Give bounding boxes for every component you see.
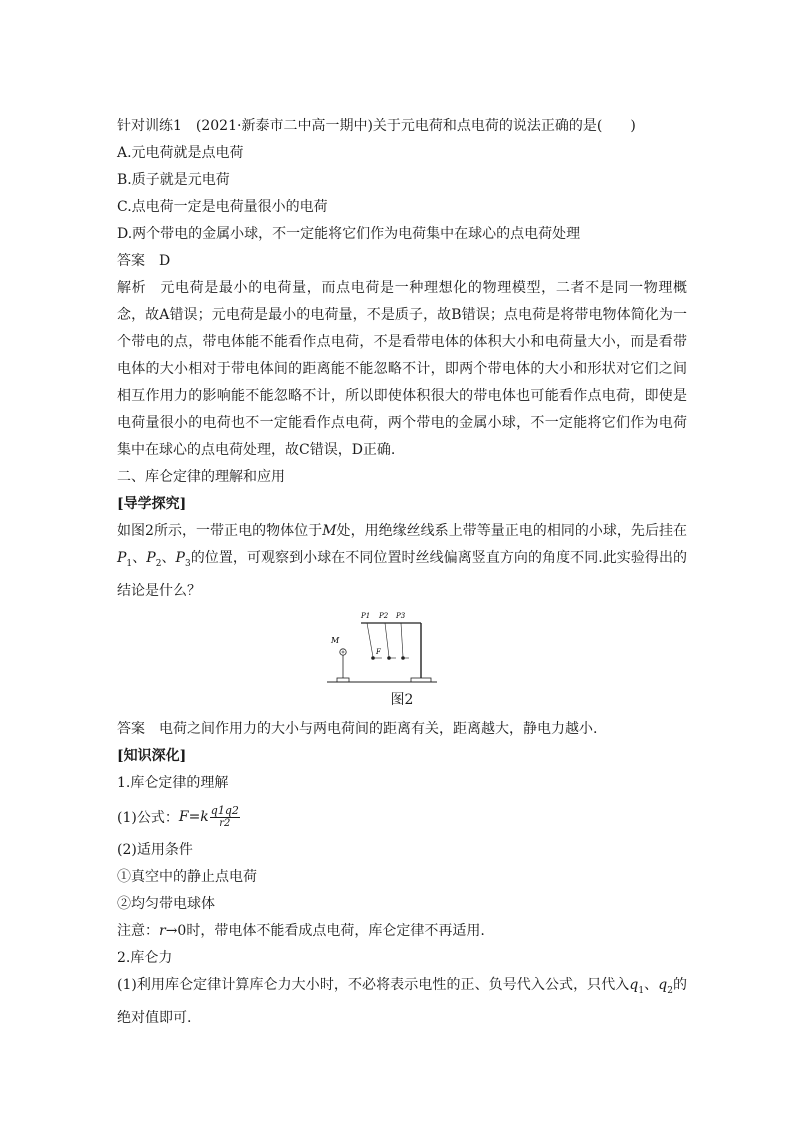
explore-var-p: P xyxy=(117,550,127,566)
label-f: F xyxy=(376,647,381,656)
condition-2: ②均匀带电球体 xyxy=(117,895,215,912)
explore-text-1: 如图2所示，一带正电的物体位于 xyxy=(117,523,323,539)
explore-sep-2: 、 xyxy=(161,550,176,566)
formula-denominator: r2 xyxy=(219,817,231,829)
option-c: C.点电荷一定是电荷量很小的电荷 xyxy=(117,199,328,215)
formula-equals: = xyxy=(188,808,201,825)
figure-2 xyxy=(117,607,687,689)
conditions-title: (2)适用条件 xyxy=(117,841,193,858)
answer-label: 答案 xyxy=(117,253,145,269)
explore-var-p: P xyxy=(175,550,185,566)
analysis-label: 解析 xyxy=(117,280,147,296)
condition-1: ①真空中的静止点电荷 xyxy=(117,868,257,885)
deepen-tag: [知识深化] xyxy=(117,747,187,764)
formula-f: F xyxy=(178,808,189,825)
analysis-paragraph xyxy=(117,275,687,464)
question-stem: 针对训练1 (2021·新泰市二中高一期中)关于元电荷和点电荷的说法正确的是( ) xyxy=(117,118,636,134)
force-paragraph xyxy=(117,972,687,1032)
answer-value: D xyxy=(159,253,171,269)
subheading-1: 1.库仑定律的理解 xyxy=(117,774,229,791)
explore-answer xyxy=(117,716,687,743)
analysis-text: 元电荷是最小的电荷量，而点电荷是一种理想化的物理模型，二者不是同一物理概念，故A错误；元电荷是最小的电荷量，不是质子，故B错误；点电荷是将带电物体简化为一个带电的点，带电体能不能看作点电荷，不是看带电体的体积大小和电荷量大小，而是看带电体的大小相对于带电体间的距离能不能忽略不计，即两个带电体的大小和形状对它们之间相互作用力的影响能不能忽略不计，所以即使体积很大的带电体也可能看作点电荷，即使是电荷量很小的电荷也不一定能看作点电荷，两个带电的金属小球，不一定能将它们作为电荷集中在球心的点电荷处理，故C错误，D正确. xyxy=(117,280,688,458)
force-sep: 、 xyxy=(644,976,659,993)
note-var-r: r xyxy=(159,922,166,939)
explore-var-m: M xyxy=(322,523,337,539)
formula-prefix: (1)公式： xyxy=(117,809,179,826)
answer-line xyxy=(117,248,687,275)
option-d: D.两个带电的金属小球，不一定能将它们作为电荷集中在球心的点电荷处理 xyxy=(117,226,581,242)
coulomb-formula xyxy=(117,797,687,837)
force-text-1: (1)利用库仑定律计算库仑力大小时，不必将表示电性的正、负号代入公式，只代入 xyxy=(117,976,630,993)
section-heading: 二、库仑定律的理解和应用 xyxy=(117,469,285,485)
explore-sub-2: 2 xyxy=(155,558,162,569)
force-var-q: q xyxy=(629,976,639,993)
option-b: B.质子就是元电荷 xyxy=(117,172,230,188)
force-sub-2: 2 xyxy=(667,985,673,996)
explore-answer-label: 答案 xyxy=(117,720,145,737)
explore-tag: [导学探究] xyxy=(117,496,187,512)
explore-text-3: 的位置，可观察到小球在不同位置时丝线偏离竖直方向的角度不同.此实验得出的结论是什么？ xyxy=(117,550,688,599)
explore-text-2: 处，用绝缘丝线系上带等量正电的相同的小球，先后挂在 xyxy=(336,523,687,539)
explore-var-p: P xyxy=(146,550,156,566)
explore-sub-1: 1 xyxy=(126,558,133,569)
note-line xyxy=(117,918,687,945)
coulomb-experiment-diagram xyxy=(327,607,437,687)
label-m: M xyxy=(331,635,340,645)
note-prefix: 注意： xyxy=(117,922,159,939)
note-text: →0时，带电体不能看成点电荷，库仑定律不再适用. xyxy=(165,922,485,939)
label-p1: P1 xyxy=(361,611,371,620)
explore-sep-1: 、 xyxy=(132,550,147,566)
formula-numerator: q1q2 xyxy=(210,803,239,817)
explore-sub-3: 3 xyxy=(184,558,191,569)
force-text-2: 的绝对值即可. xyxy=(117,976,688,1026)
label-p2: P2 xyxy=(379,611,389,620)
formula-fraction xyxy=(210,804,240,830)
formula-k: k xyxy=(200,808,209,825)
explore-question xyxy=(117,518,687,605)
label-p3: P3 xyxy=(396,611,406,620)
force-sub-1: 1 xyxy=(638,985,645,996)
figure-caption: 图2 xyxy=(390,691,414,708)
document-page xyxy=(117,113,687,1032)
force-var-q: q xyxy=(658,976,668,993)
explore-answer-text: 电荷之间作用力的大小与两电荷间的距离有关，距离越大，静电力越小. xyxy=(159,720,598,737)
subheading-2: 2.库仑力 xyxy=(117,949,173,966)
option-a: A.元电荷就是点电荷 xyxy=(117,145,244,161)
